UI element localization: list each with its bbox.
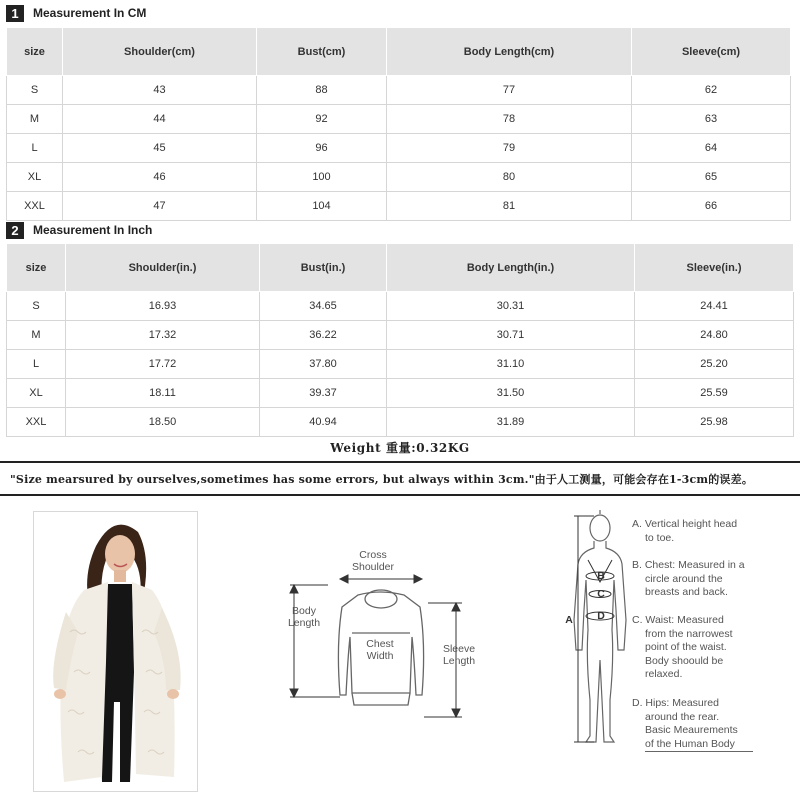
table-cell: 24.41 xyxy=(635,292,794,321)
label-line: Shoulder xyxy=(351,561,395,573)
cross-shoulder-label xyxy=(350,549,396,573)
section-header-inch xyxy=(6,220,152,240)
column-header: Shoulder(cm) xyxy=(63,28,257,76)
table-row xyxy=(7,321,794,350)
table-cell: 64 xyxy=(632,134,791,163)
note-line: around the rear. xyxy=(645,710,720,723)
table-cell: 45 xyxy=(63,134,257,163)
note-line: A. Vertical height head xyxy=(632,518,738,530)
section-title: Measurement In Inch xyxy=(33,223,153,237)
chest-width-label xyxy=(358,638,402,662)
table-row xyxy=(7,192,791,221)
divider xyxy=(0,461,800,463)
label-line: Body xyxy=(292,605,316,617)
table-row xyxy=(7,105,791,134)
table-cell: 78 xyxy=(387,105,632,134)
table-cell: 25.59 xyxy=(635,379,794,408)
table-cell: 30.31 xyxy=(387,292,635,321)
table-cell: XL xyxy=(7,163,63,192)
label-line: Width xyxy=(366,650,394,662)
table-cell: 31.50 xyxy=(387,379,635,408)
table-row xyxy=(7,163,791,192)
column-header: size xyxy=(7,244,66,292)
table-cell: S xyxy=(7,76,63,105)
table-cell: M xyxy=(7,105,63,134)
table-row xyxy=(7,350,794,379)
label-line: Length xyxy=(287,617,321,629)
section-number-badge: 1 xyxy=(6,5,24,22)
table-cell: 92 xyxy=(257,105,387,134)
table-header-row xyxy=(7,244,794,292)
table-cell: 46 xyxy=(63,163,257,192)
table-cell: 80 xyxy=(387,163,632,192)
table-cell: 100 xyxy=(257,163,387,192)
table-header-row xyxy=(7,28,791,76)
table-cell: 43 xyxy=(63,76,257,105)
table-cell: 18.50 xyxy=(66,408,260,437)
table-cell: 25.20 xyxy=(635,350,794,379)
label-line: Length xyxy=(442,655,476,667)
table-cell: 30.71 xyxy=(387,321,635,350)
table-cell: 44 xyxy=(63,105,257,134)
note-a xyxy=(632,518,737,545)
note-line: D. Hips: Measured xyxy=(632,697,719,709)
label-line: Chest xyxy=(366,638,394,650)
table-row xyxy=(7,379,794,408)
column-header: Bust(cm) xyxy=(257,28,387,76)
table-cell: 34.65 xyxy=(260,292,387,321)
note-line: B. Chest: Measured in a xyxy=(632,559,745,571)
note-line: C. Waist: Measured xyxy=(632,614,724,626)
table-cell: 63 xyxy=(632,105,791,134)
column-header: Body Length(cm) xyxy=(387,28,632,76)
note-d xyxy=(632,697,738,751)
marker-d: D xyxy=(597,610,605,622)
table-cell: 36.22 xyxy=(260,321,387,350)
table-cell: L xyxy=(7,350,66,379)
marker-b: B xyxy=(597,570,605,582)
table-cell: 16.93 xyxy=(66,292,260,321)
table-cell: 24.80 xyxy=(635,321,794,350)
human-body-outline-illustration xyxy=(560,510,630,755)
section-number-badge: 2 xyxy=(6,222,24,239)
note-line: Body shoould be xyxy=(645,654,724,667)
measurement-disclaimer: "Size mearsured by ourselves,sometimes has some errors, but always within 3cm."由于人工测量，可能会存在1-3cm的误差。 xyxy=(10,473,754,486)
table-cell: 40.94 xyxy=(260,408,387,437)
table-cell: 81 xyxy=(387,192,632,221)
table-cell: M xyxy=(7,321,66,350)
table-cell: 62 xyxy=(632,76,791,105)
table-cell: 17.72 xyxy=(66,350,260,379)
marker-a: A xyxy=(565,614,573,626)
size-table-cm xyxy=(6,27,791,221)
table-cell: 25.98 xyxy=(635,408,794,437)
table-cell: 77 xyxy=(387,76,632,105)
table-cell: 65 xyxy=(632,163,791,192)
table-cell: 31.89 xyxy=(387,408,635,437)
weight-label: Weight 重量:0.32KG xyxy=(330,441,470,455)
body-length-label xyxy=(282,605,326,629)
column-header: Shoulder(in.) xyxy=(66,244,260,292)
table-cell: XXL xyxy=(7,408,66,437)
size-table-inch xyxy=(6,243,794,437)
note-line: from the narrowest xyxy=(645,627,733,640)
table-cell: 37.80 xyxy=(260,350,387,379)
table-cell: 96 xyxy=(257,134,387,163)
table-row xyxy=(7,76,791,105)
label-line: Sleeve xyxy=(442,643,476,655)
table-row xyxy=(7,408,794,437)
table-cell: 88 xyxy=(257,76,387,105)
model-illustration xyxy=(34,512,197,791)
note-line: Basic Meaurements xyxy=(645,724,738,736)
table-cell: 79 xyxy=(387,134,632,163)
table-cell: 18.11 xyxy=(66,379,260,408)
table-row xyxy=(7,292,794,321)
marker-c: C xyxy=(597,588,605,600)
note-line: relaxed. xyxy=(645,668,683,680)
table-row xyxy=(7,134,791,163)
note-line: to toe. xyxy=(645,531,675,544)
table-cell: L xyxy=(7,134,63,163)
table-cell: 47 xyxy=(63,192,257,221)
table-cell: 66 xyxy=(632,192,791,221)
note-line: point of the waist. xyxy=(645,641,727,653)
label-line: Cross xyxy=(359,549,387,561)
column-header: Bust(in.) xyxy=(260,244,387,292)
section-header-cm xyxy=(6,3,146,23)
divider xyxy=(645,751,753,752)
table-cell: XL xyxy=(7,379,66,408)
table-cell: XXL xyxy=(7,192,63,221)
column-header: size xyxy=(7,28,63,76)
table-cell: S xyxy=(7,292,66,321)
note-line: breasts and back. xyxy=(645,586,728,598)
note-line: of the Human Body xyxy=(645,737,735,750)
note-line: circle around the xyxy=(645,572,723,585)
column-header: Sleeve(cm) xyxy=(632,28,791,76)
note-c xyxy=(632,614,733,682)
note-b xyxy=(632,559,745,600)
section-title: Measurement In CM xyxy=(33,6,147,20)
table-cell: 39.37 xyxy=(260,379,387,408)
column-header: Body Length(in.) xyxy=(387,244,635,292)
sleeve-length-label xyxy=(436,643,482,667)
product-photo xyxy=(33,511,198,792)
table-cell: 17.32 xyxy=(66,321,260,350)
table-cell: 104 xyxy=(257,192,387,221)
divider xyxy=(0,494,800,496)
column-header: Sleeve(in.) xyxy=(635,244,794,292)
table-cell: 31.10 xyxy=(387,350,635,379)
